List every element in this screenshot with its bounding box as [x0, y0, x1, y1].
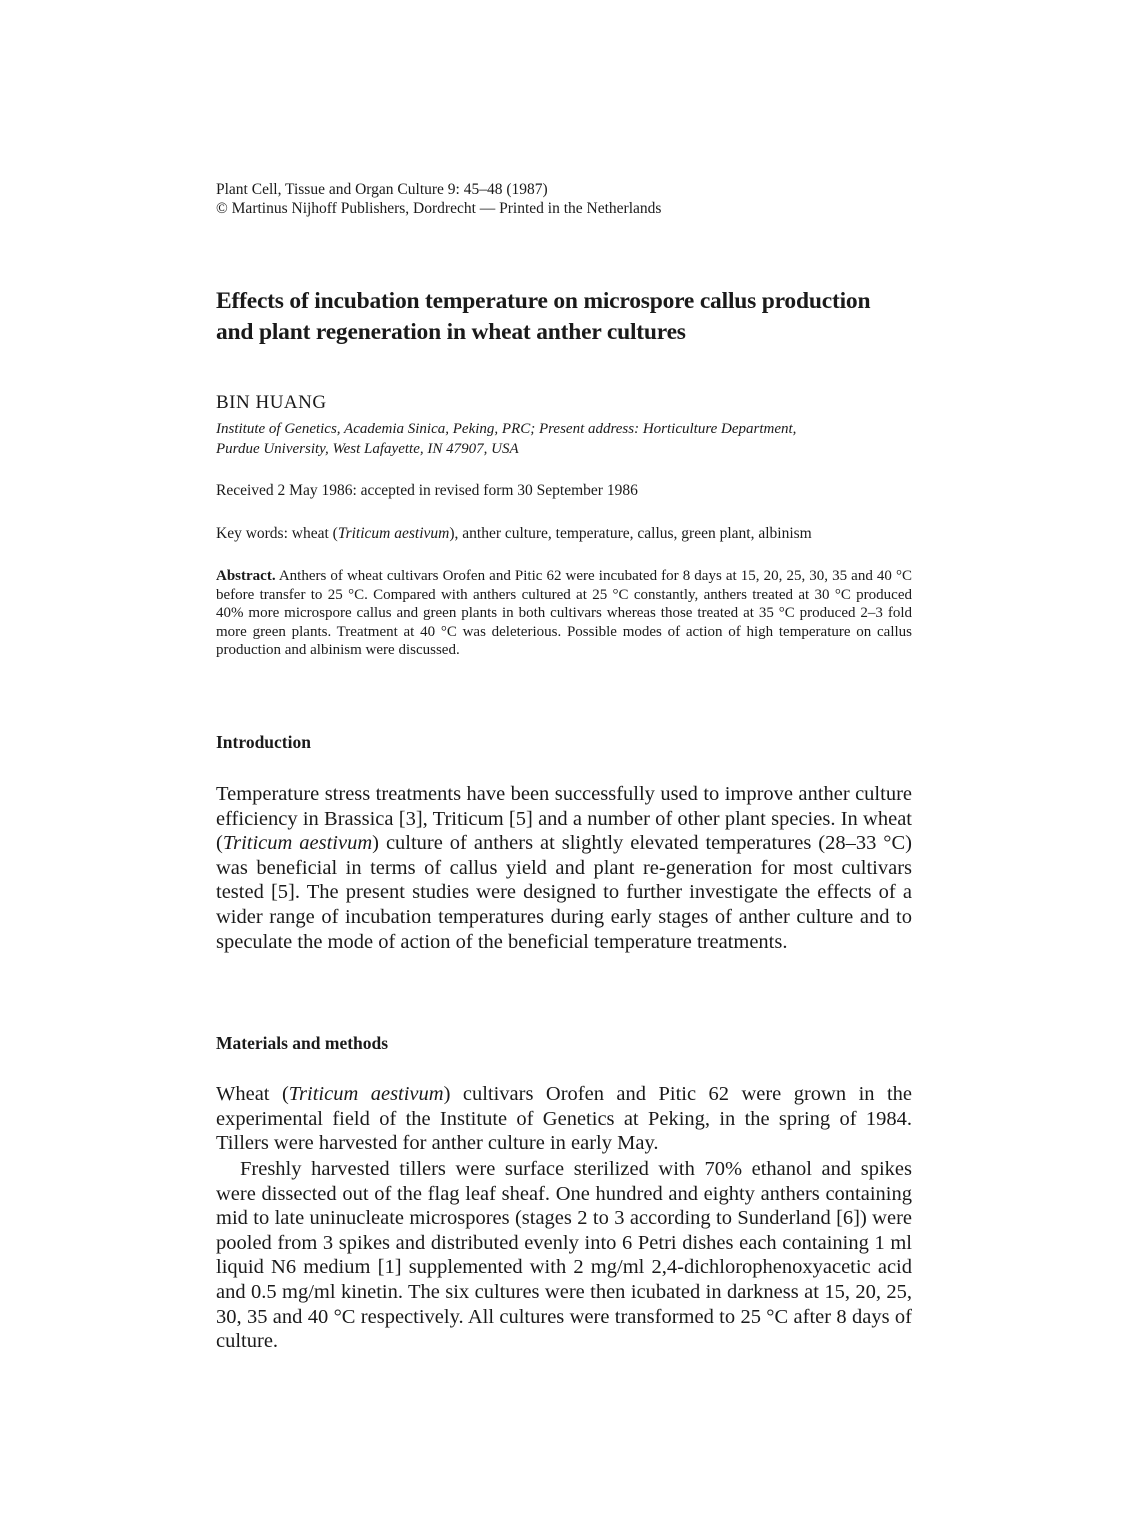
paper-title	[216, 286, 912, 348]
methods-paragraph-2: Freshly harvested tillers were surface sterilized with 70% ethanol and spikes were dissected out of the flag leaf sheaf. One hundred and eighty anthers containing mid to late uninucleate microspores (stages 2 to 3 according to Sunderland [6]) were pooled from 3 spikes and distributed evenly into 6 Petri dishes each containing 1 ml liquid N6 medium [1] supplemented with 2 mg/ml 2,4-dichlorophenoxyacetic acid and 0.5 mg/ml kinetin. The six cultures were then icubated in darkness at 15, 20, 25, 30, 35 and 40 °C respectively. All cultures were transformed to 25 °C after 8 days of culture.	[216, 1158, 912, 1353]
abstract-label: Abstract.	[216, 568, 276, 584]
methods-paragraph-1	[216, 1082, 912, 1156]
methods-species: Triticum aestivum	[288, 1083, 444, 1105]
title-line-1: Effects of incubation temperature on microspore callus production	[216, 288, 871, 314]
methods-text-a: Wheat (	[216, 1083, 289, 1105]
affiliation-line-2: Purdue University, West Lafayette, IN 47907, USA	[216, 441, 519, 457]
author-name: BIN HUANG	[216, 392, 327, 413]
keywords-prefix: Key words: wheat (	[216, 525, 338, 542]
affiliation-line-1: Institute of Genetics, Academia Sinica, Peking, PRC; Present address: Horticulture Department,	[216, 421, 797, 437]
journal-header	[216, 180, 912, 218]
introduction-heading: Introduction	[216, 732, 311, 752]
keywords	[216, 524, 912, 544]
keywords-suffix: ), anther culture, temperature, callus, green plant, albinism	[449, 525, 812, 542]
abstract	[216, 567, 912, 660]
publisher-line: © Martinus Nijhoff Publishers, Dordrecht — Printed in the Netherlands	[216, 200, 662, 217]
abstract-text: Anthers of wheat cultivars Orofen and Pitic 62 were incubated for 8 days at 15, 20, 25, 30, 35 and 40 °C before transfer to 25 °C. Compared with anthers cultured at 25 °C constantly, anthers treated at 30 °C produced 40% more microspore callus and green plants in both cultivars whereas those treated at 35 °C produced 2–3 fold more green plants. Treatment at 40 °C was deleterious. Possible modes of action of high temperature on callus production and albinism were discussed.	[216, 568, 912, 659]
received-dates: Received 2 May 1986: accepted in revised form 30 September 1986	[216, 482, 638, 499]
introduction-paragraph	[216, 782, 912, 954]
methods-heading: Materials and methods	[216, 1033, 389, 1053]
intro-text-b: ) culture of anthers at slightly elevated temperatures (28–33 °C) was beneficial in terms of callus yield and plant re-generation for most cultivars tested [5]. The present studies were designed to further investigate the effects of a wider range of incubation temperatures during early stages of anther culture and to speculate the mode of action of the beneficial temperature treatments.	[216, 832, 913, 953]
methods-text-b: ) cultivars Orofen and Pitic 62 were grown in the experimental field of the Institute of Genetics at Peking, in the spring of 1984. Tillers were harvested for anther culture in early May.	[216, 1083, 913, 1155]
intro-text-a: Temperature stress treatments have been successfully used to improve anther culture efficiency in Brassica [3], Triticum [5] and a number of other plant species. In wheat (	[216, 783, 912, 855]
journal-citation: Plant Cell, Tissue and Organ Culture 9: 45–48 (1987)	[216, 181, 548, 198]
author-affiliation	[216, 419, 912, 459]
keywords-species: Triticum aestivum	[337, 525, 450, 542]
intro-species: Triticum aestivum	[222, 832, 373, 855]
title-line-2: and plant regeneration in wheat anther cultures	[216, 319, 686, 345]
